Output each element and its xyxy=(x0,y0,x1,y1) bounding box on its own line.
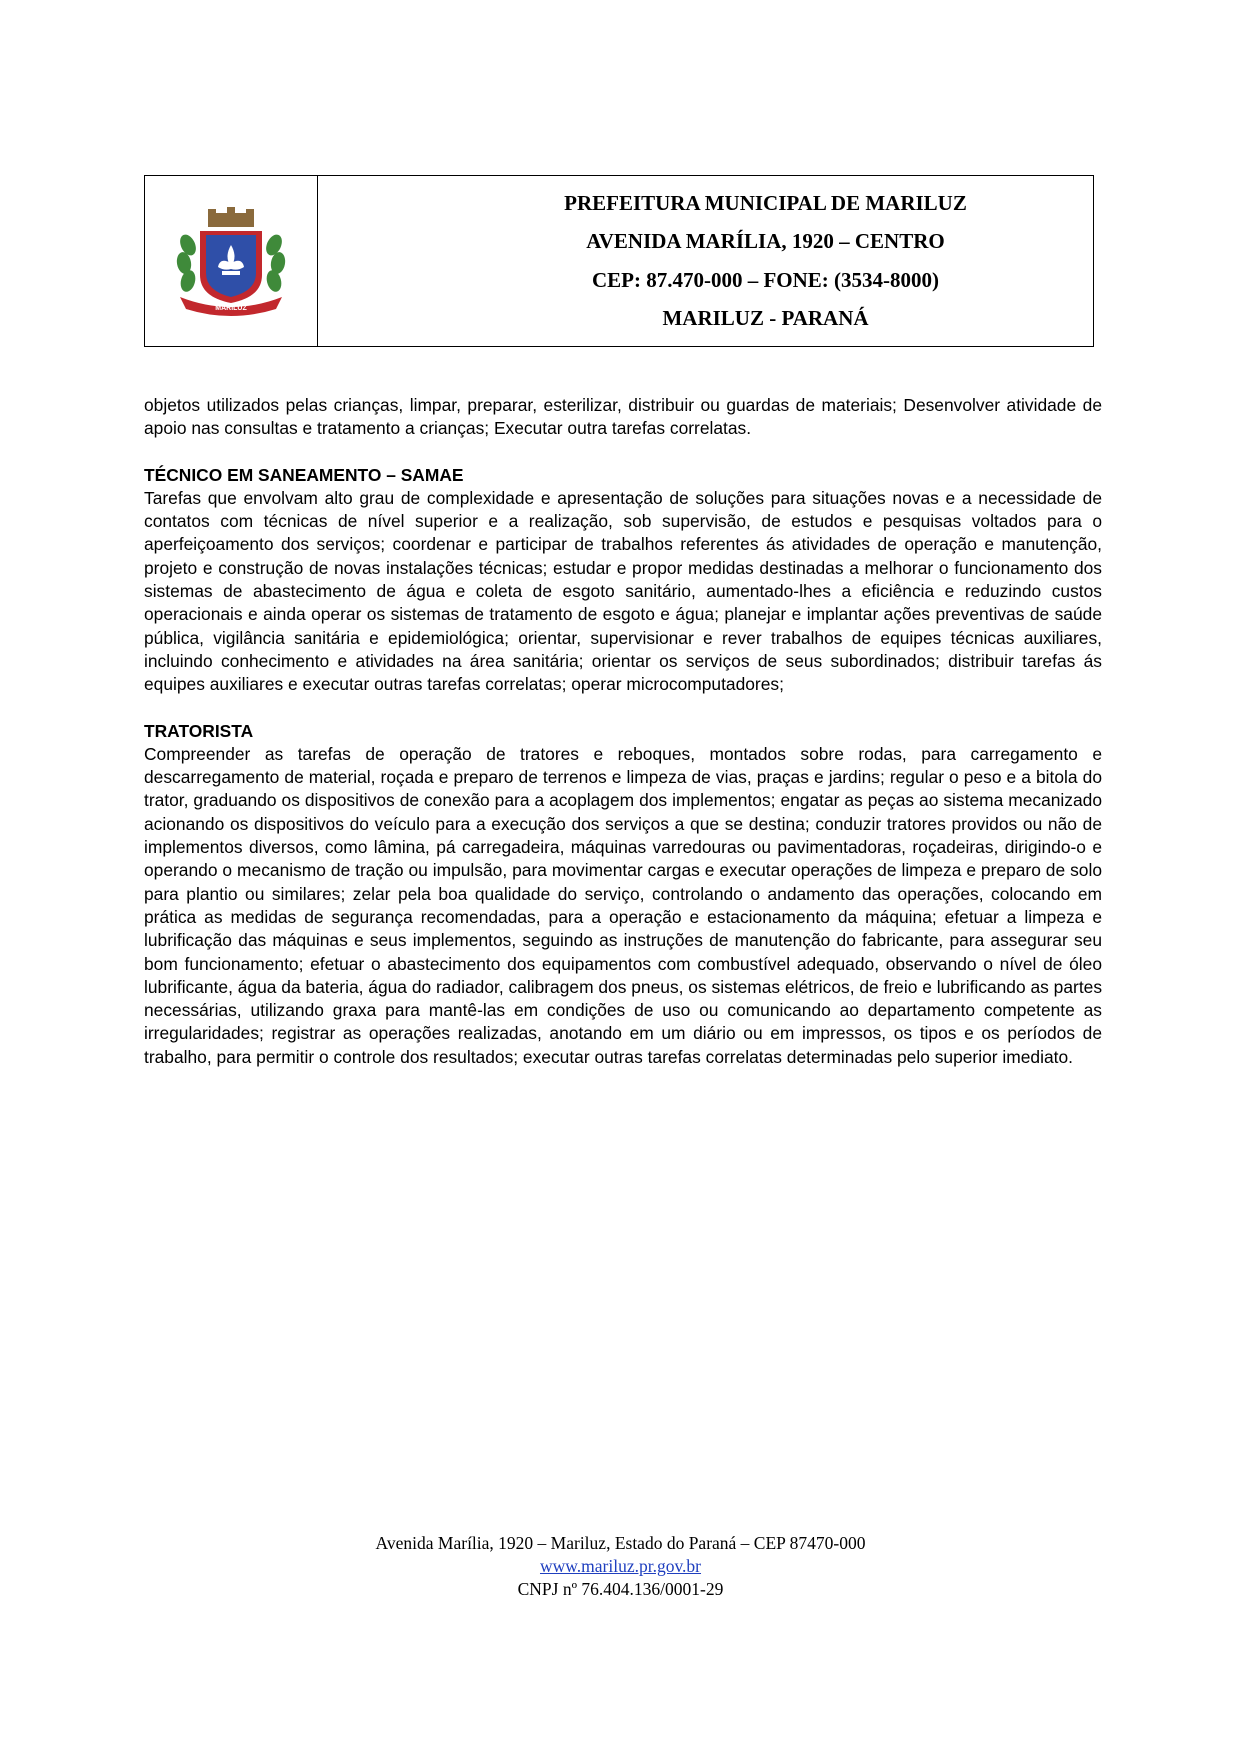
page-footer xyxy=(0,1532,1241,1601)
section-title-tecnico-saneamento: TÉCNICO EM SANEAMENTO – SAMAE xyxy=(144,464,464,485)
document-body xyxy=(144,394,1102,1069)
section-body-tecnico-saneamento: Tarefas que envolvam alto grau de complexidade e apresentação de soluções para situações novas e a necessidade de contatos com técnicas de nível superior e a realização, sob supervisão, de estudos e pesquisas voltados para o aperfeiçoamento dos serviços; coordenar e participar de trabalhos referentes ás atividades de operação e manutenção, projeto e construção de novas instalações técnicas; estudar e propor medidas destinadas a melhorar o funcionamento dos sistemas de abastecimento de água e coleta de esgoto sanitário, aumentado-lhes a eficiência e reduzindo custos operacionais e ainda operar os sistemas de tratamento de esgoto e água; planejar e implantar ações preventivas de saúde pública, vigilância sanitária e epidemiológica; orientar, supervisionar e rever trabalhos de equipes técnicas auxiliares, incluindo conhecimento e atividades na área sanitária; orientar os serviços de seus subordinados; distribuir tarefas ás equipes auxiliares e executar outras tarefas correlatas; operar microcomputadores; xyxy=(144,487,1102,695)
intro-paragraph: objetos utilizados pelas crianças, limpar, preparar, esterilizar, distribuir ou guardas de materiais; Desenvolver atividade de apoio nas consultas e tratamento a crianças; Executar outra tarefas correlatas. xyxy=(144,395,1102,439)
footer-cnpj: CNPJ nº 76.404.136/0001-29 xyxy=(517,1579,724,1599)
municipality-name: PREFEITURA MUNICIPAL DE MARILUZ xyxy=(564,190,967,215)
section-body-tratorista: Compreender as tarefas de operação de tratores e reboques, montados sobre rodas, para carregamento e descarregamento de material, roçada e preparo de terrenos e limpeza de vias, praças e jardins; regular o peso e a bitola do trator, graduando os dispositivos de conexão para a acoplagem dos implementos; engatar as peças ao sistema mecanizado acionando os dispositivos do veículo para a execução dos serviços a que se destina; conduzir tratores providos ou não de implementos diversos, como lâmina, pá carregadeira, máquinas varredouras ou pavimentadoras, roçadeiras, dirigindo-o e operando o mecanismo de tração ou impulsão, para movimentar cargas e executar operações de limpeza e preparo de solo para plantio ou similares; zelar pela boa qualidade do serviço, controlando o andamento das operações, colocando em prática as medidas de segurança recomendadas, para a operação e estacionamento da máquina; efetuar a limpeza e lubrificação das máquinas e seus implementos, seguindo as instruções de manutenção do fabricante, para assegurar seu bom funcionamento; efetuar o abastecimento dos equipamentos com combustível adequado, observando o nível de óleo lubrificante, água da bateria, água do radiador, calibragem dos pneus, os sistemas elétricos, de freio e lubrificando as partes necessárias, utilizando graxa para mantê-las em condições de uso ou comunicando ao departamento competente as irregularidades; registrar as operações realizadas, anotando em um diário ou em impressos, os tipos e os períodos de trabalho, para permitir o controle dos resultados; executar outras tarefas correlatas determinadas pelo superior imediato. xyxy=(144,743,1103,1067)
section-title-tratorista: TRATORISTA xyxy=(144,720,254,741)
municipality-state: MARILUZ - PARANÁ xyxy=(662,306,869,331)
letterhead xyxy=(144,175,1094,347)
footer-website-link[interactable]: www.mariluz.pr.gov.br xyxy=(539,1556,702,1576)
coat-of-arms-logo xyxy=(172,205,290,317)
letterhead-info xyxy=(318,176,1093,346)
logo-cell xyxy=(145,176,318,346)
logo-ribbon-text: MARILUZ xyxy=(215,305,247,312)
municipality-address: AVENIDA MARÍLIA, 1920 – CENTRO xyxy=(586,229,945,254)
footer-address: Avenida Marília, 1920 – Mariluz, Estado do Paraná – CEP 87470-000 xyxy=(375,1533,866,1553)
municipality-contact: CEP: 87.470-000 – FONE: (3534-8000) xyxy=(591,267,940,292)
